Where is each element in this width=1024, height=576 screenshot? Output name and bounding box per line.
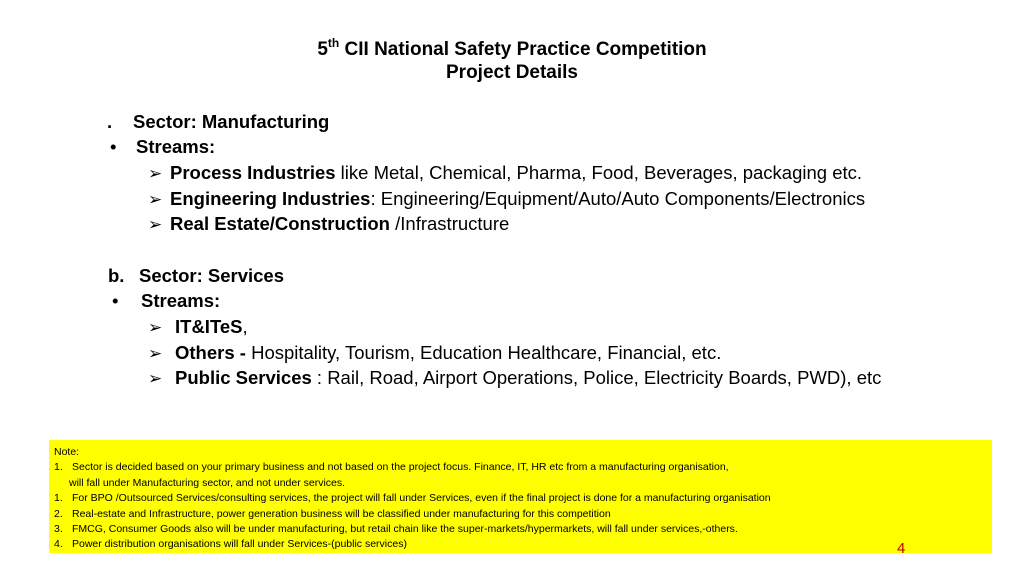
item-bold-text: Public Services [175,367,312,388]
title-ordinal-suffix: th [327,35,340,50]
arrow-bullet-icon: ➢ [148,215,163,234]
arrow-bullet-icon: ➢ [148,369,163,388]
note-item-number: 2. [54,507,63,520]
note-item-number: 1. [54,492,63,505]
note-item-number: 4. [54,538,63,551]
note-item-text: Power distribution organisations will fall under Services-(public services) [72,538,407,551]
sector-a-streams-label: Streams: [136,136,216,157]
item-bold-text: Real Estate/Construction [170,213,390,234]
arrow-bullet-icon: ➢ [148,164,163,183]
title-line-2: Project Details [446,62,578,83]
note-item-number: 1. [54,461,63,474]
item-bold-text: IT&ITeS [175,316,243,337]
note-item [54,460,992,475]
sector-a-heading [107,110,329,134]
bullet-icon: • [110,136,117,157]
sector-a-item-1 [148,161,862,186]
item-bold-text: Engineering Industries [170,188,371,209]
note-item [54,522,992,537]
sector-b-item-3 [148,366,881,391]
note-item [54,537,992,552]
sector-b-heading [108,264,284,288]
arrow-bullet-icon: ➢ [148,344,163,363]
sector-a-marker: . [107,111,113,132]
title-line-1-text: CII National Safety Practice Competition [339,39,707,60]
item-text: like Metal, Chemical, Pharma, Food, Beverages, packaging etc. [335,162,863,183]
sector-b-streams [112,289,220,313]
note-item-text: For BPO /Outsourced Services/consulting services, the project will fall under Services, even if the final project is done for a manufacturing organisation [72,492,771,505]
note-item-text: Sector is decided based on your primary business and not based on the project focus. Finance, IT, HR etc from a manufacturing organisation, [72,461,729,474]
arrow-bullet-icon: ➢ [148,190,163,209]
item-text: , [242,316,248,337]
title-line-1 [0,35,1024,61]
sector-b-item-2 [148,341,721,366]
note-box [49,440,992,553]
title-ordinal-number: 5 [317,39,328,60]
item-text: : Rail, Road, Airport Operations, Police, Electricity Boards, PWD), etc [311,367,882,388]
sector-a-label: Sector: Manufacturing [133,111,330,132]
sector-b-streams-label: Streams: [141,290,221,311]
item-text: : Engineering/Equipment/Auto/Auto Components/Electronics [370,188,866,209]
sector-a-item-2 [148,187,865,212]
sector-a-item-3 [148,212,509,237]
note-heading: Note: [54,446,80,458]
sector-b-item-1 [148,315,248,340]
note-item [54,491,992,506]
item-text: /Infrastructure [390,213,510,234]
page-number: 4 [897,540,906,557]
bullet-icon: • [112,290,119,311]
note-item [54,507,992,522]
slide-title [0,35,1024,84]
note-item-text: FMCG, Consumer Goods also will be under manufacturing, but retail chain like the super-markets/hypermarkets, will fall under services,-others. [72,523,738,536]
note-item-number: 3. [54,523,63,536]
note-item-text: Real-estate and Infrastructure, power generation business will be classified under manufacturing for this competition [72,507,611,520]
item-text: Hospitality, Tourism, Education Healthcare, Financial, etc. [245,342,722,363]
item-bold-text: Others - [175,342,246,363]
note-item-text: will fall under Manufacturing sector, and not under services. [69,476,346,489]
arrow-bullet-icon: ➢ [148,318,163,337]
sector-a-streams [110,135,215,159]
item-bold-text: Process Industries [170,162,336,183]
sector-b-marker: b. [108,265,125,286]
sector-b-label: Sector: Services [139,265,285,286]
note-item-continuation [54,476,992,491]
